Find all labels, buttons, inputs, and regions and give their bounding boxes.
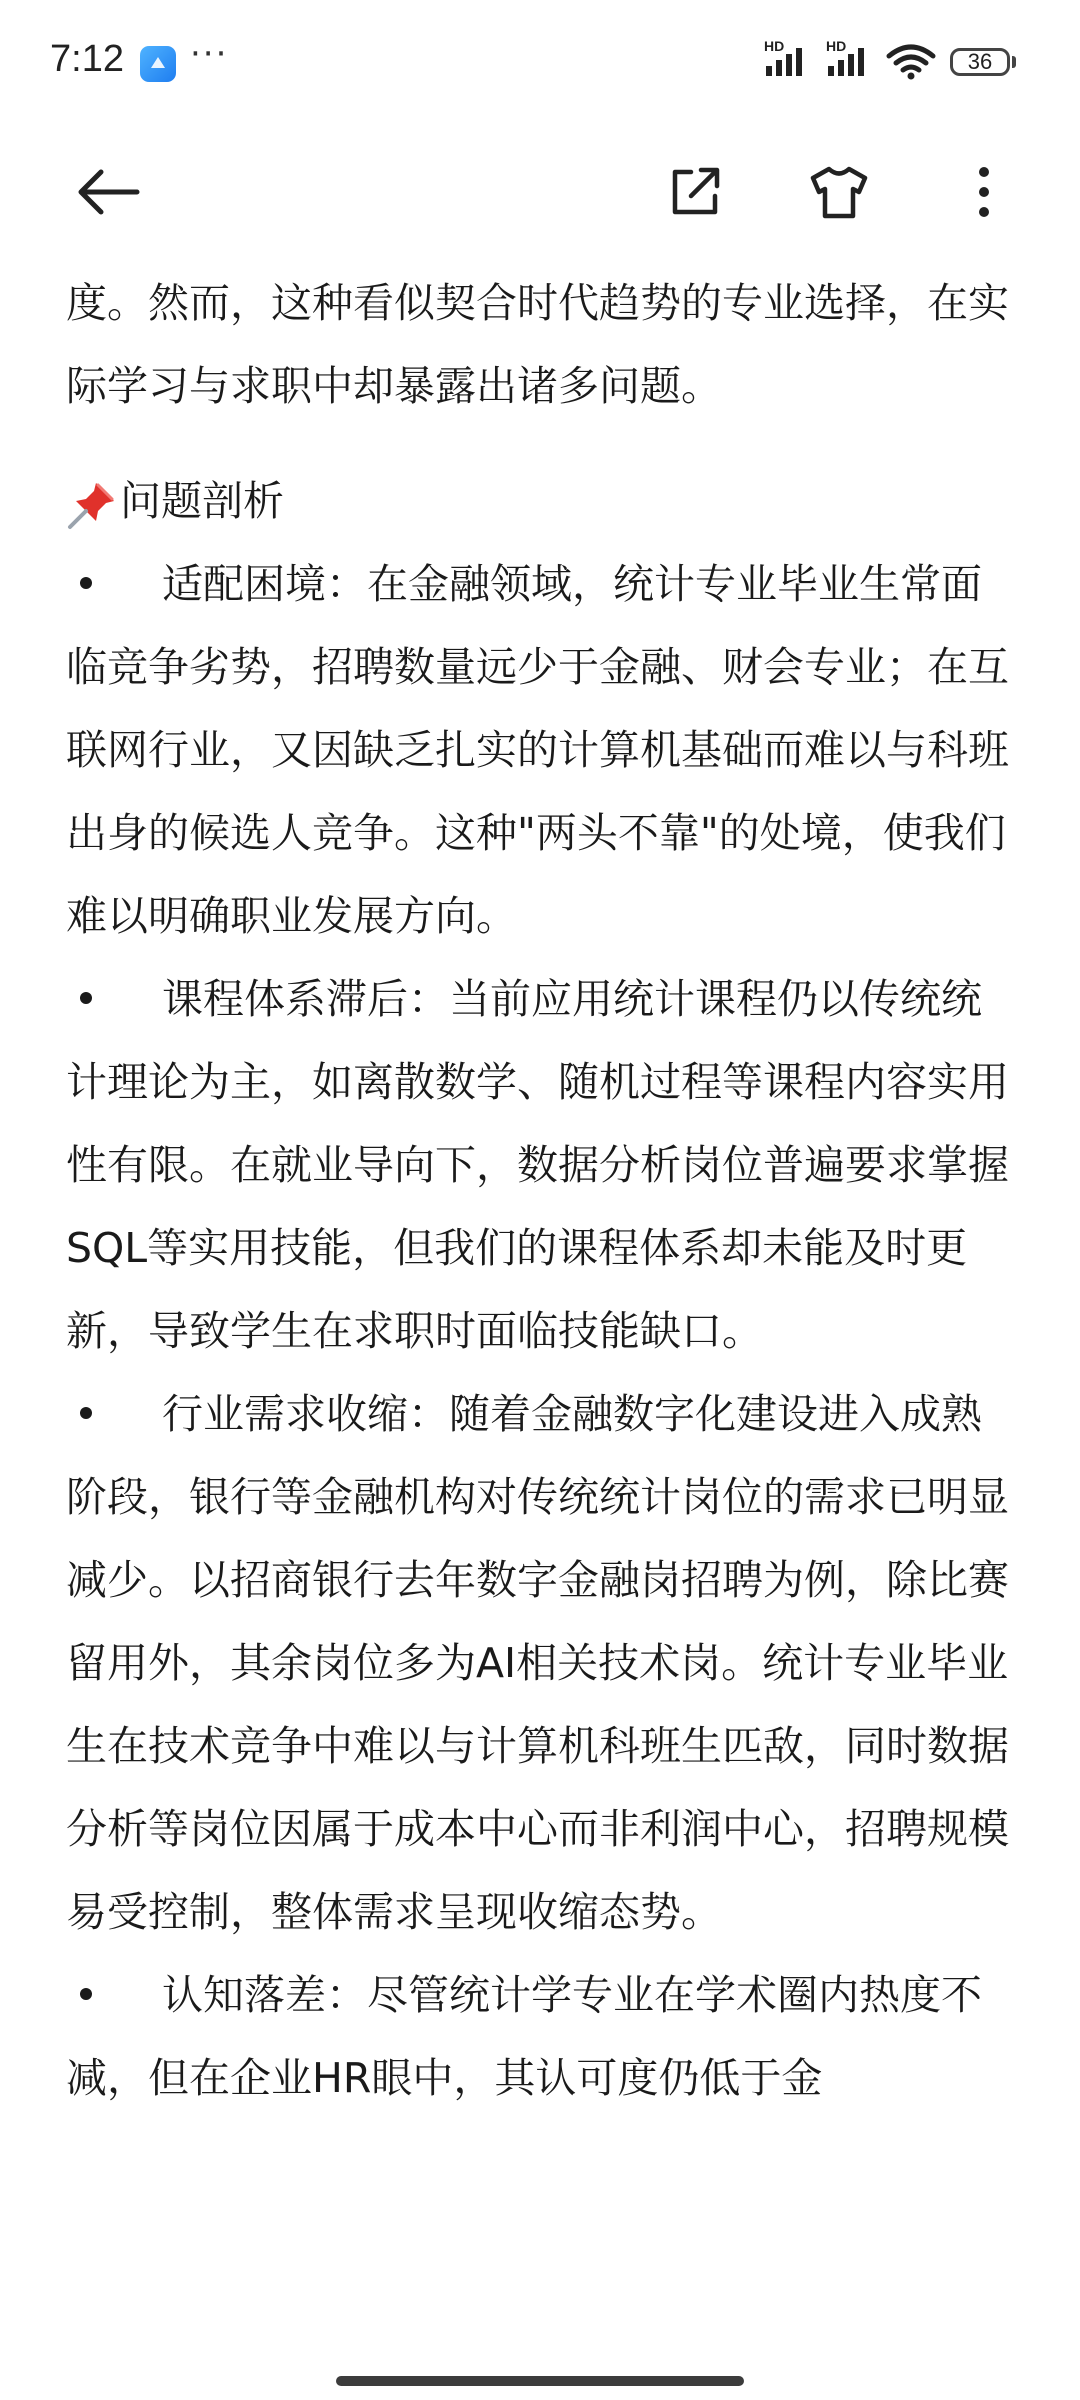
section-heading bbox=[66, 460, 1016, 543]
list-item bbox=[66, 1373, 1016, 1954]
wifi-icon bbox=[886, 44, 936, 84]
more-menu-button[interactable] bbox=[944, 152, 1024, 232]
share-external-icon bbox=[667, 164, 723, 220]
back-button[interactable] bbox=[68, 152, 148, 232]
battery-tip bbox=[1012, 56, 1016, 68]
app-notification-icon bbox=[140, 46, 176, 82]
bullet-dot bbox=[66, 1954, 162, 2037]
status-bar: 7:12 ··· HD HD 36 bbox=[0, 0, 1080, 128]
bullet-dot bbox=[66, 1373, 162, 1456]
list-item-text: 认知落差：尽管统计学专业在学术圈内热度不减，但在企业HR眼中，其认可度仍低于金 bbox=[66, 1971, 982, 2102]
article-body bbox=[66, 262, 1016, 2120]
bullet-dot bbox=[66, 958, 162, 1041]
pushpin-icon bbox=[66, 476, 118, 528]
section-title: 问题剖析 bbox=[120, 477, 284, 525]
bullet-dot bbox=[66, 543, 162, 626]
arrow-left-icon bbox=[75, 167, 141, 217]
status-time: 7:12 bbox=[50, 38, 124, 80]
more-vertical-icon bbox=[976, 164, 992, 220]
list-item bbox=[66, 958, 1016, 1373]
battery-level: 36 bbox=[967, 49, 993, 74]
share-button[interactable] bbox=[655, 152, 735, 232]
theme-button[interactable] bbox=[799, 152, 879, 232]
intro-paragraph: 度。然而，这种看似契合时代趋势的专业选择，在实际学习与求职中却暴露出诸多问题。 bbox=[66, 279, 1009, 410]
more-notifications-icon: ··· bbox=[190, 34, 229, 74]
list-item-text: 适配困境：在金融领域，统计专业毕业生常面临竞争劣势，招聘数量远少于金融、财会专业；在互联网行业，又因缺乏扎实的计算机基础而难以与科班出身的候选人竞争。这种"两头不靠"的处境，使我们难以明确职业发展方向。 bbox=[66, 560, 1009, 940]
shirt-icon bbox=[809, 164, 869, 220]
list-item bbox=[66, 543, 1016, 958]
home-indicator[interactable] bbox=[336, 2376, 744, 2386]
list-item-text: 行业需求收缩：随着金融数字化建设进入成熟阶段，银行等金融机构对传统统计岗位的需求已明显减少。以招商银行去年数字金融岗招聘为例，除比赛留用外，其余岗位多为AI相关技术岗。统计专业毕业生在技术竞争中难以与计算机科班生匹敌，同时数据分析等岗位因属于成本中心而非利润中心，招聘规模易受控制，整体需求呈现收缩态势。 bbox=[66, 1390, 1009, 1936]
list-item-text: 课程体系滞后：当前应用统计课程仍以传统统计理论为主，如离散数学、随机过程等课程内容实用性有限。在就业导向下，数据分析岗位普遍要求掌握SQL等实用技能，但我们的课程体系却未能及时更新，导致学生在求职时面临技能缺口。 bbox=[66, 975, 1009, 1355]
top-toolbar bbox=[0, 128, 1080, 248]
list-item bbox=[66, 1954, 1016, 2120]
